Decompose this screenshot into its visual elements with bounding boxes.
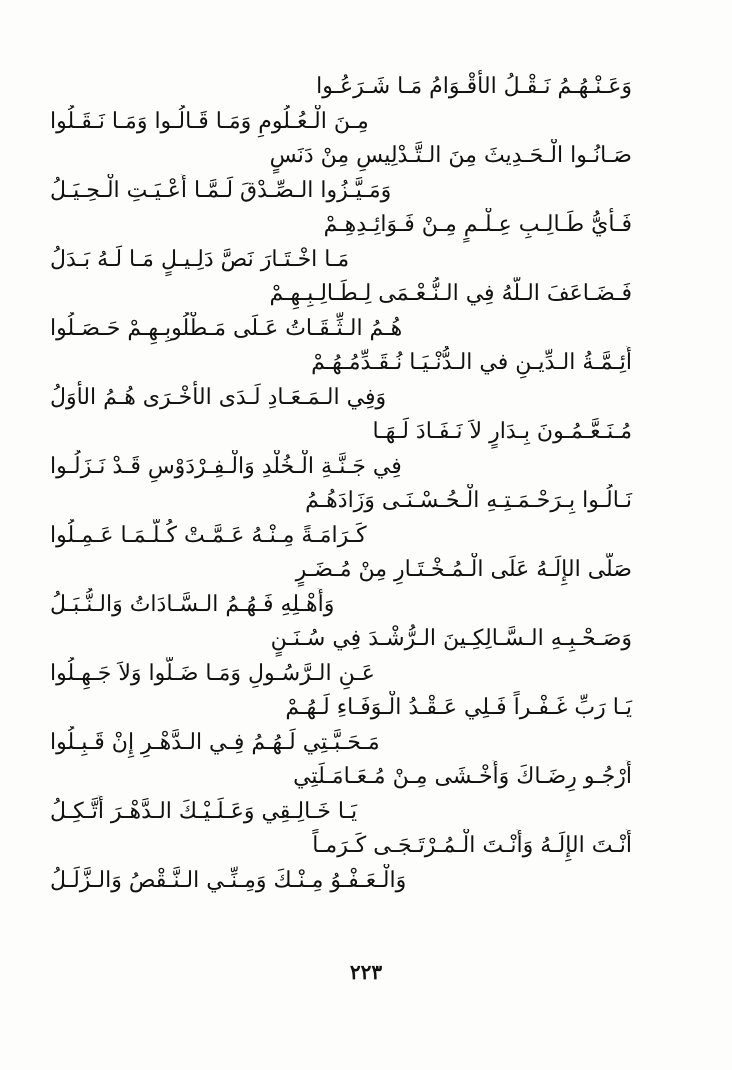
verse-8-second-hemistich: وَأَهْـلِهِ فَـهُـمُ الـسَّـادَاتُ وَالـنُّـبَـلُ <box>50 591 335 617</box>
verse-10-first-hemistich: يَـا رَبِّ غَـفْـراً فَـلِي عَـقْـدُ الْـوَفَـاءِ لَـهُـمْ <box>285 695 632 720</box>
verse-11-first-hemistich: أَرْجُـو رِضَـاكَ وَأَخْـشَى مِـنْ مُـعَـامَـلَتِي <box>293 764 632 789</box>
verse-8-first-hemistich: صَلَّى الإِلَـهُ عَلَى الْـمُـخْـتَـارِ مِنْ مُـضَـرٍ <box>295 557 632 582</box>
poem-verses <box>40 70 692 898</box>
verse-12-first-hemistich: أَنْـتَ الإِلَـهُ وَأَنْـتَ الْـمُـرْتَـجَـى كَـرَمـاً <box>312 833 632 858</box>
verse-4-second-hemistich: هُـمُ الـثِّـقَـاتُ عَـلَى مَـطْلُوبِـهِـمْ حَـصَـلُوا <box>50 315 403 341</box>
page-number: ٢٢٣ <box>349 960 383 984</box>
verse-5-first-hemistich: أَئِـمَّـةُ الـدِّيـنِ في الـدُّنْـيَـا نُـقَـدِّمُـهُـمْ <box>311 350 632 375</box>
verse-12-second-hemistich: وَالْـعَـفْـوُ مِـنْـكَ وَمِـنِّـي الـنَّـقْصُ وَالـزَّلَـلُ <box>50 867 407 893</box>
verse-2-second-hemistich: وَمَـيَّـزُوا الـصِّـدْقَ لَـمَّـا أَعْـيَـتِ الْـحِـيَـلُ <box>50 177 392 203</box>
verse-1-second-hemistich: مِـنَ الْـعُـلُومِ وَمَـا قَـالُـوا وَمَـا نَـقَـلُوا <box>50 108 369 134</box>
verse-2-first-hemistich: صَـانُـوا الْـحَـدِيثَ مِنَ الـتَّـدْلِيسِ مِنْ دَنَسٍ <box>269 143 632 168</box>
verse-6-second-hemistich: فِي جَـنَّـةِ الْـخُلْدِ وَالْـفِـرْدَوْسِ قَـدْ نَـزَلُـوا <box>50 453 402 479</box>
verse-9-first-hemistich: وَصَـحْـبِـهِ الـسَّـالِكِـينَ الـرُّشْـدَ فِي سُـنَـنٍ <box>270 626 632 651</box>
verse-10-second-hemistich: مَـحَـبَّـتِي لَـهُـمُ فِـي الـدَّهْـرِ إِنْ قَـبِـلُوا <box>50 729 380 755</box>
verse-9-second-hemistich: عَـنِ الـرَّسُـولِ وَمَـا ضَـلُّوا وَلاَ جَـهِـلُوا <box>50 660 375 686</box>
verse-3-first-hemistich: فَـأَيُّ طَـالِـبِ عِـلْـمٍ مِـنْ فَـوَائِـدِهِـمْ <box>323 212 632 237</box>
verse-5-second-hemistich: وَفِي الـمَـعَـادِ لَـدَى الأُخْـرَى هُـمُ الأَوَلُ <box>50 384 387 410</box>
verse-1-first-hemistich: وَعَـنْـهُـمُ نَـقْـلُ الأَقْـوَامُ مَـا شَـرَعُـوا <box>316 74 632 99</box>
verse-4-first-hemistich: فَـضَـاعَفَ الـلَّهُ فِي الـنُّـعْـمَى لِـطَـالِـبِـهِـمْ <box>269 281 632 306</box>
verse-11-second-hemistich: يَـا خَـالِـقِي وَعَـلَـيْـكَ الـدَّهْـرَ أَتَّـكِـلُ <box>50 798 358 824</box>
verse-6-first-hemistich: مُـنَـعَّـمُـونَ بِـدَارٍ لاَ نَـفَـادَ لَـهَـا <box>372 419 632 444</box>
verse-3-second-hemistich: مَـا اخْـتَـارَ نَصَّ دَلِـيـلٍ مَـا لَـهُ بَـدَلُ <box>50 246 350 272</box>
verse-7-second-hemistich: كَـرَامَـةً مِـنْـهُ عَـمَّـتْ كُـلَّـمَـا عَـمِـلُوا <box>50 522 367 548</box>
verse-7-first-hemistich: نَـالُـوا بِـرَحْـمَـتِـهِ الْـحُـسْـنَـى وَزَادَهُـمُ <box>305 488 632 513</box>
